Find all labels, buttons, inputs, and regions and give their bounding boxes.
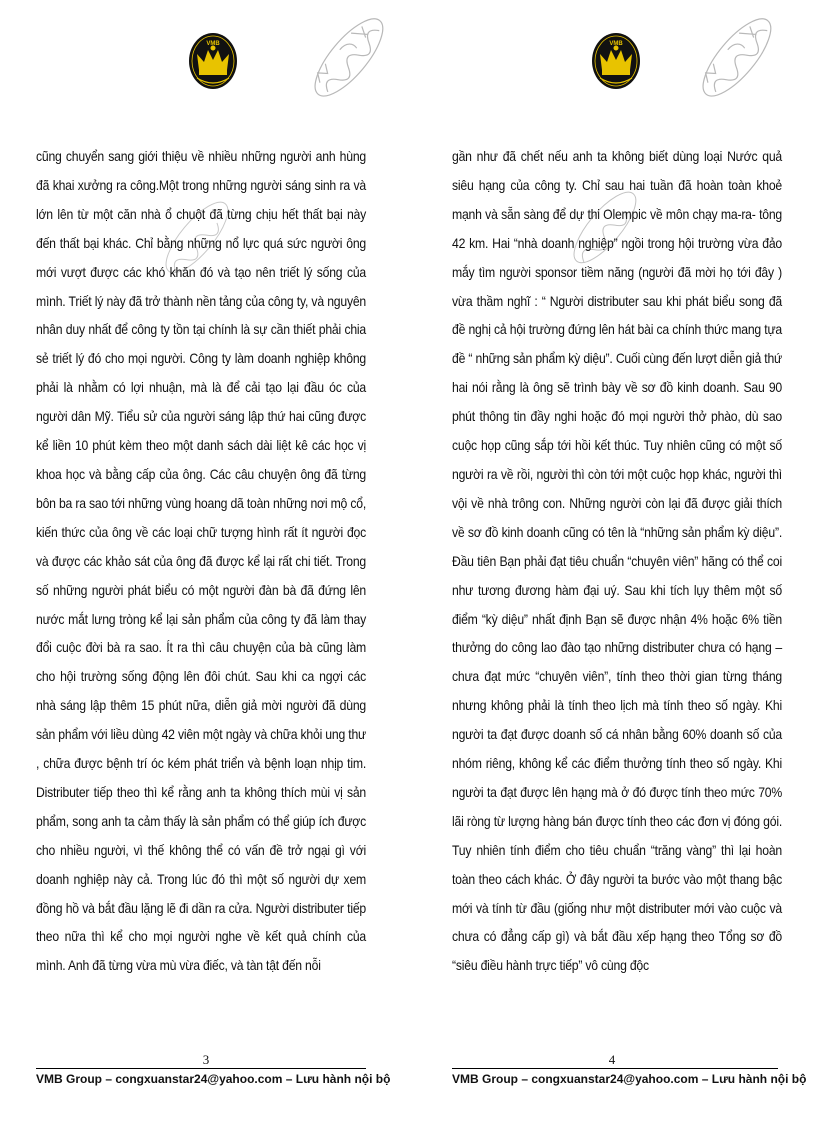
logo-text: VMB [206, 41, 220, 47]
page-4 [408, 0, 816, 1123]
page-footer: VMB Group – congxuanstar24@yahoo.com – Lưu hành nội bộ [452, 1072, 807, 1086]
crown-seal-logo-icon [591, 32, 641, 90]
logo-text: VMB [609, 41, 623, 47]
page-number: 4 [608, 1052, 616, 1067]
crown-seal-logo-icon [188, 32, 238, 90]
page-body-text: cũng chuyển sang giới thiệu về nhiều những người anh hùng đã khai xưởng ra công.Một trong những người sáng sinh ra và lớn lên từ một căn nhà ổ chuột đã từng chịu hết thất bại này đến thất bại khác. Chỉ bằng những nổ lực quá sức người ông mới vượt được các khó khăn đó và tạo nên triết lý sống của mình. Triết lý này đã trở thành nền tảng của công ty, và nguyên nhân duy nhất để công ty tồn tại chính là sự cần thiết phải chia sẻ triết lý đó cho mọi người. Công ty làm doanh nghiệp không phải là nhằm có lợi nhuận, mà là để cải tạo lại đầu óc của người dân Mỹ. Tiểu sử của người sáng lập thứ hai cũng được kể liền 10 phút kèm theo một danh sách dài liệt kê các học vị khoa học và bằng cấp của ông. Các câu chuyện ông đã từng bôn ba ra sao tới những vùng hoang dã toàn những nơi mộ cổ, kiến thức của ông về các loại chữ tượng hình rất ít người đọc và được các khảo sát của ông đã được kể lại rất chi tiết. Trong số những người phát biểu có một người đàn bà đã đứng lên nước mắt lưng tròng kể lại sản phẩm của công ty đã làm thay đổi cuộc đời bà ra sao. Ít ra thì câu chuyện của bà cũng làm cho hội trường sống động lên đôi chút. Sau khi ca ngợi các nhà sáng lập thêm 15 phút nữa, diễn giả mời người đã dùng sản phẩm với liều dùng 42 viên một ngày và chữa khỏi ung thư , chữa được bệnh trí óc kém phát triển và bệnh loạn nhịp tim. Distributer tiếp theo thì kể rằng anh ta không thích mùi vị sản phẩm, song anh ta cảm thấy là sản phẩm có thể giúp ích được cho nhiều người, vì thế không thể có vấn đề trở ngại gì với doanh nghiệp này cả. Trong lúc đó thì một số người dự xem đồng hồ và bắt đầu lặng lẽ đi dần ra cửa. Người distributer tiếp theo nữa thì kể cho mọi người nghe về kết quả chính của mình. Anh đã từng vừa mù vừa điếc, và tàn tật đến nỗi [36, 148, 366, 974]
watermark-stamp-icon [292, 0, 412, 120]
page-footer: VMB Group – congxuanstar24@yahoo.com – Lưu hành nội bộ [36, 1072, 391, 1086]
footer-divider [452, 1068, 778, 1069]
page-number: 3 [202, 1052, 210, 1067]
footer-divider [36, 1068, 366, 1069]
page-body-text: gần như đã chết nếu anh ta không biết dùng loại Nước quả siêu hạng của công ty. Chỉ sau hai tuần đã hoàn toàn khoẻ mạnh và sẵn sàng để dự thi Olempic về môn chạy ma-ra- tông 42 km. Hai “nhà doanh nghiệp” ngồi trong hội trường vừa đảo mắy tìm người sponsor tiềm năng (người đã mời họ tới đây ) vừa thầm nghĩ : “ Người distributer sau khi phát biểu song đã đề nghị cả hội trường đứng lên hát bài ca chính thức mang tựa đề “ những sản phẩm kỳ diệu”. Cuối cùng đến lượt diễn giả thứ hai nói rằng là ông sẽ trình bày về sơ đồ kinh doanh. Sau 90 phút thông tin đầy nghi hoặc đó mọi người thở phào, dù sao cuộc họp cũng sắp tới hồi kết thúc. Tuy nhiên cũng có một số người ra về rồi, người thì còn tới một cuộc họp khác, người thì vội về nhà trông con. Những người còn lại đã được giải thích về sơ đồ kinh doanh cũng có tên là “những sản phẩm kỳ diệu”. Đầu tiên Bạn phải đạt tiêu chuẩn “chuyên viên” hãng có thể coi như tương đương hàm đại uý. Sau khi tích lụy thêm một số điểm “kỳ diệu” nhất định Bạn sẽ được nhận 4% hoặc 6% tiền thưởng do công lao đào tạo những distributer chưa có hạng – chưa đạt mức “chuyên viên”, tính theo thời gian từng tháng nhưng không phải là tính theo lịch mà tính theo số ngày. Khi người ta đạt được doanh số cá nhân bằng 60% doanh số của nhóm riêng, không kể các điểm thưởng tính theo số ngày. Khi người ta đạt được lên hạng mà ở đó được tính theo mức 70% lãi ròng từ lượng hàng bán được tính theo các đơn vị đóng gói. Tuy nhiên tính điểm cho tiêu chuẩn “trăng vàng” thì lại hoàn toàn theo cách khác. Ở đây người ta bước vào một thang bậc mới và tính từ đầu (giống như một distributer mới vào cuộc và chưa có đẳng cấp gì) và bắt đầu xếp hạng theo Tổng sơ đồ “siêu điều hành trực tiếp” vô cùng độc [452, 148, 782, 974]
watermark-stamp-icon [680, 0, 800, 120]
